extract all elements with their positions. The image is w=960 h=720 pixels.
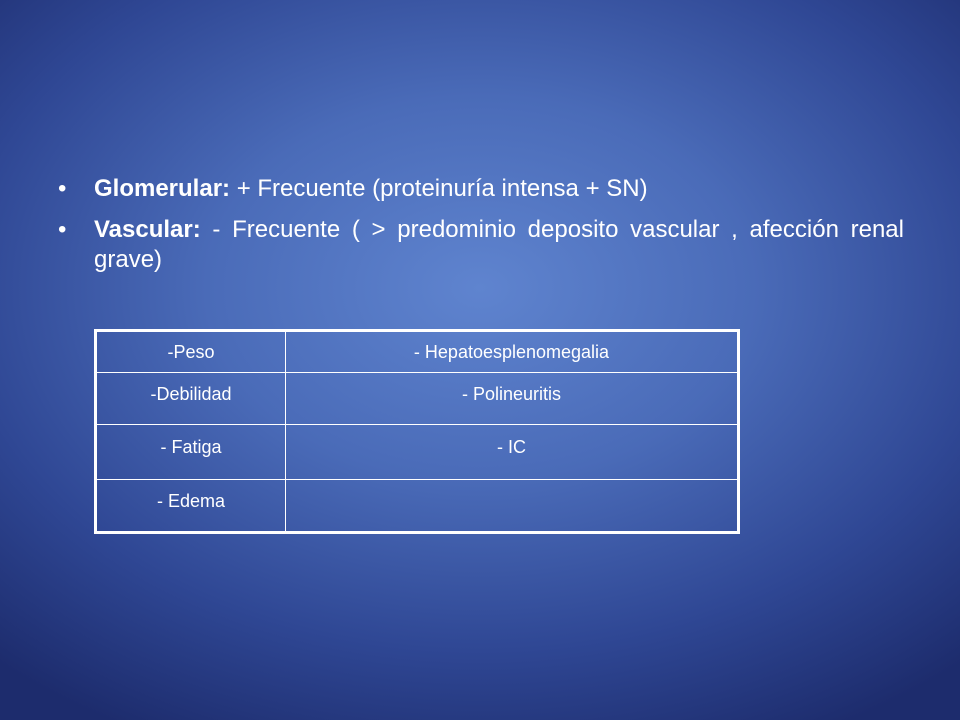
symptoms-table bbox=[94, 329, 740, 534]
table-row bbox=[96, 373, 739, 425]
bullet-marker: • bbox=[58, 216, 67, 243]
bullet-item-vascular bbox=[58, 215, 904, 275]
bullet-marker: • bbox=[58, 175, 67, 202]
table-row bbox=[96, 331, 739, 373]
bullet-text: - Frecuente ( > predominio deposito vascular , afección renal grave) bbox=[94, 216, 904, 273]
bullet-item-glomerular bbox=[58, 174, 904, 204]
table-cell: -Debilidad bbox=[96, 373, 286, 425]
table-cell: - Hepatoesplenomegalia bbox=[286, 331, 739, 373]
table-cell: - Fatiga bbox=[96, 425, 286, 480]
table-cell: - IC bbox=[286, 425, 739, 480]
table-row bbox=[96, 480, 739, 533]
table-row bbox=[96, 425, 739, 480]
table-cell: -Peso bbox=[96, 331, 286, 373]
bullet-term: Vascular: bbox=[94, 216, 201, 243]
table-cell: - Polineuritis bbox=[286, 373, 739, 425]
bullet-list bbox=[58, 174, 904, 286]
bullet-text: + Frecuente (proteinuría intensa + SN) bbox=[230, 175, 648, 202]
bullet-term: Glomerular: bbox=[94, 175, 231, 202]
table-cell: - Edema bbox=[96, 480, 286, 533]
table-cell bbox=[286, 480, 739, 533]
